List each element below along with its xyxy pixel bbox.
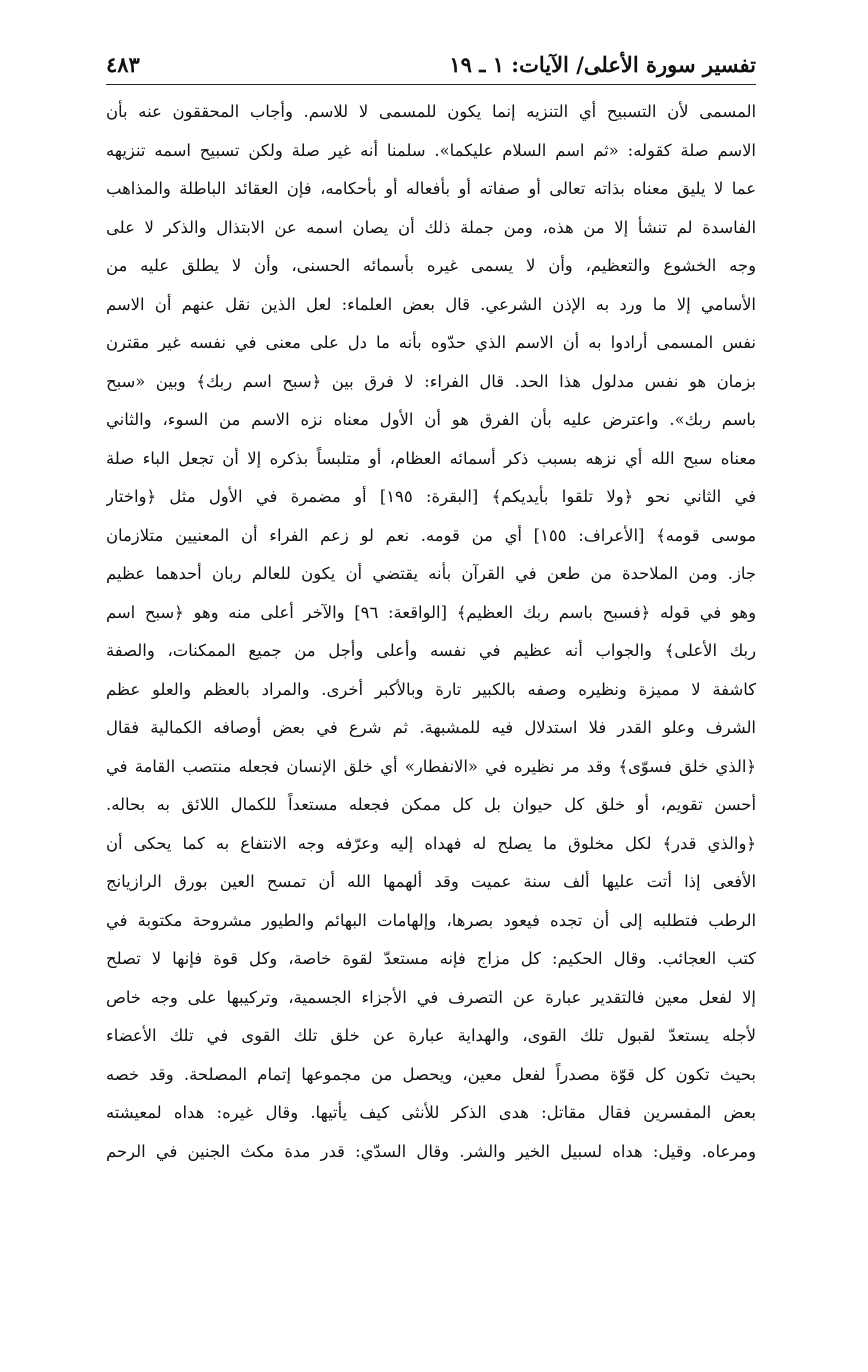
- text-line: وهو في قوله ﴿فسبح باسم ربك العظيم﴾ [الواقعة: ٩٦] والآخر أعلى منه وهو ﴿سبح اسم: [106, 602, 756, 622]
- header-divider: [106, 84, 756, 85]
- text-line: وجه الخشوع والتعظيم، وأن لا يسمى غيره بأسمائه الحسنى، وأن لا يطلق عليه من: [106, 256, 756, 275]
- text-line: الرطب فتطلبه إلى أن تجده فيعود بصرها، وإلهامات البهائم والطيور مشروحة مكتوبة في: [106, 910, 756, 930]
- text-line: ومرعاه. وقيل: هداه لسبيل الخير والشر. وقال السدّي: قدر مدة مكث الجنين في الرحم: [106, 1141, 756, 1161]
- text-line: ربك الأعلى﴾ والجواب أنه عظيم في نفسه وأعلى وأجل من جميع الممكنات، والصفة: [106, 641, 756, 660]
- text-line: باسم ربك». واعترض عليه بأن الفرق هو أن الأول معناه نزه الاسم من السوء، والثاني: [106, 410, 756, 429]
- text-line: بزمان هو نفس مدلول هذا الحد. قال الفراء: لا فرق بين ﴿سبح اسم ربك﴾ وبين «سبح: [106, 371, 756, 391]
- text-line: الفاسدة لم تنشأ إلا من هذه، ومن جملة ذلك أن يصان اسمه عن الابتذال والذكر لا على: [106, 217, 756, 237]
- text-line: ﴿الذي خلق فسوّى﴾ وقد مر نظيره في «الانفطار» أي خلق الإنسان فجعله منتصب القامة في: [106, 756, 756, 776]
- text-line: موسى قومه﴾ [الأعراف: ١٥٥] أي من قومه. نعم لو زعم الفراء أن المعنيين متلازمان: [106, 525, 756, 545]
- text-line: معناه سبح الله أي نزهه بسبب ذكر أسمائه العظام، أو متلبساً بذكره إلا أن تجعل الباء صلة: [106, 448, 756, 468]
- text-line: كاشفة لا مميزة ونظيره وصفه بالكبير تارة وبالأكبر أخرى. والمراد بالعظم والعلو عظم: [106, 679, 756, 699]
- text-line: لأجله يستعدّ لقبول تلك القوى، والهداية عبارة عن خلق تلك القوى في تلك الأعضاء: [106, 1026, 756, 1045]
- text-line: المسمى لأن التسبيح أي التنزيه إنما يكون للمسمى لا للاسم. وأجاب المحققون عنه بأن: [106, 102, 756, 121]
- text-line: أحسن تقويم، أو خلق كل حيوان بل كل ممكن فجعله مستعداً للكمال اللائق به بحاله.: [106, 795, 756, 814]
- body-text: [106, 93, 756, 1171]
- text-line: الاسم صلة كقوله: «ثم اسم السلام عليكما». سلمنا أنه غير صلة ولكن تسبيح اسمه تنزيهه: [106, 140, 756, 160]
- text-line: جاز. ومن الملاحدة من طعن في القرآن بأنه يقتضي أن يكون للعالم ربان أحدهما عظيم: [106, 564, 756, 583]
- text-line: الأسامي إلا ما ورد به الإذن الشرعي. قال بعض العلماء: لعل الذين نقل عنهم أن الاسم: [106, 294, 756, 314]
- text-line: في الثاني نحو ﴿ولا تلقوا بأيديكم﴾ [البقرة: ١٩٥] أو مضمرة في الأول مثل ﴿واختار: [106, 487, 756, 506]
- text-line: الشرف وعلو القدر فلا استدلال فيه للمشبهة. ثم شرع في بعض أوصافه الكمالية فقال: [106, 718, 756, 737]
- page-header: [106, 50, 756, 84]
- text-line: الأفعى إذا أتت عليها ألف سنة عميت وقد ألهمها الله أن تمسح العين بورق الرازيانج: [106, 872, 756, 891]
- text-line: بحيث تكون كل قوّة مصدراً لفعل معين، ويحصل من مجموعها إتمام المصلحة. وقد خصه: [106, 1064, 756, 1084]
- text-line: بعض المفسرين فقال مقاتل: هدى الذكر للأنثى كيف يأتيها. وقال غيره: هداه لمعيشته: [106, 1103, 756, 1122]
- text-line: نفس المسمى أرادوا به أن الاسم الذي حدّوه بأنه ما دل على معنى في نفسه غير مقترن: [106, 333, 756, 352]
- text-line: كتب العجائب. وقال الحكيم: كل مزاج فإنه مستعدّ لقوة خاصة، وكل قوة فإنها لا تصلح: [106, 949, 756, 968]
- running-title: تفسير سورة الأعلى/ الآيات: ١ ـ ١٩: [449, 52, 756, 77]
- page-number: ٤٨٣: [106, 52, 140, 77]
- text-line: ﴿والذي قدر﴾ لكل مخلوق ما يصلح له فهداه إليه وعرّفه وجه الانتفاع به كما يحكى أن: [106, 833, 756, 853]
- text-line: إلا لفعل معين فالتقدير عبارة عن التصرف في الأجزاء الجسمية، وتركيبها على وجه خاص: [106, 987, 756, 1007]
- text-line: عما لا يليق معناه بذاته تعالى أو صفاته أو بأفعاله أو بأحكامه، فإن العقائد الباطلة والمذاهب: [106, 179, 756, 198]
